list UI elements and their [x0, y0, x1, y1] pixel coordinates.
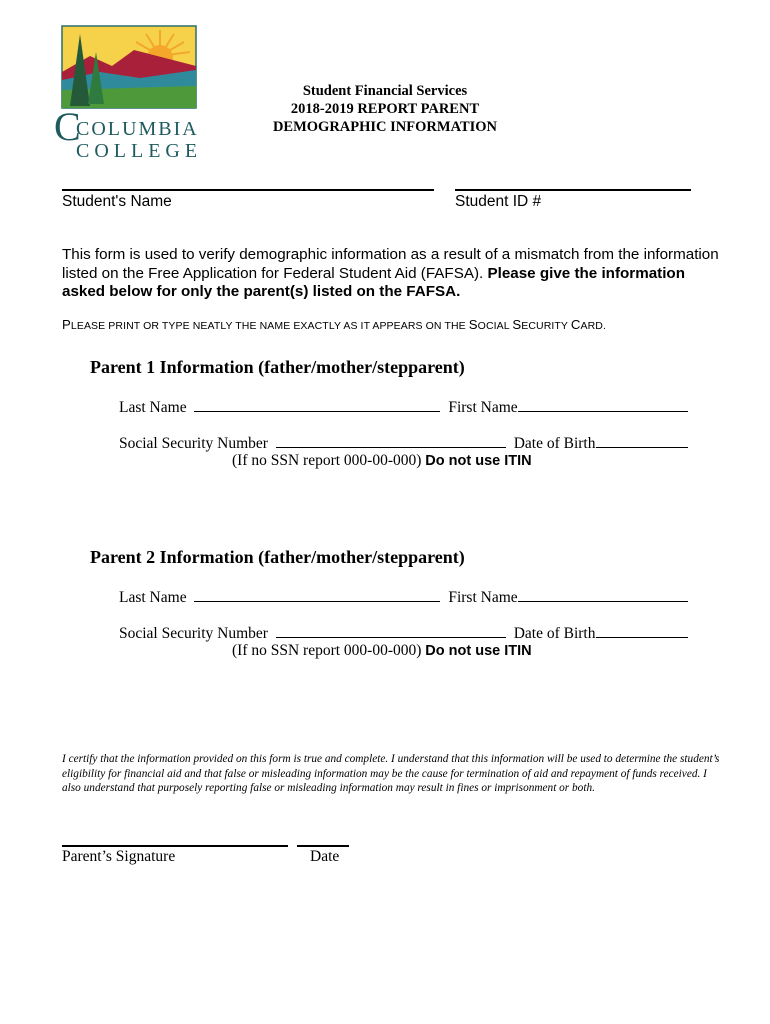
- print-note-part: OCIAL: [477, 320, 513, 332]
- columbia-college-logo: [50, 22, 210, 162]
- header-line-3: DEMOGRAPHIC INFORMATION: [272, 119, 498, 135]
- parent2-ssn-field[interactable]: [276, 624, 506, 638]
- student-id-line[interactable]: [455, 189, 691, 191]
- parent1-last-name-field[interactable]: [194, 398, 440, 412]
- parent2-first-name-label: First Name: [448, 589, 518, 606]
- print-note-part: LEASE PRINT OR TYPE NEATLY THE NAME EXACTLY AS IT APPEARS ON THE: [70, 320, 469, 332]
- parent1-dob-label: Date of Birth: [513, 435, 596, 452]
- student-id-label: Student ID #: [455, 193, 542, 210]
- parent2-last-name-label: Last Name: [119, 589, 187, 606]
- form-header: [250, 82, 520, 136]
- certification-statement: I certify that the information provided on this form is true and complete. I understand that this information will be used to determine the student’s eligibility for financial aid and that false or misleading information may be the cause for termination of aid and repayment of funds received. I also understand that purposely reporting false or misleading information may result in fines or imprisonment or both.: [62, 753, 720, 795]
- parent2-first-name-field[interactable]: [518, 588, 688, 602]
- parent1-first-name-label: First Name: [448, 399, 518, 416]
- intro-paragraph: [62, 246, 732, 302]
- parent1-section-title: Parent 1 Information (father/mother/stepparent): [90, 357, 465, 377]
- parent1-last-name-label: Last Name: [119, 399, 187, 416]
- parent1-itin-warning: Do not use ITIN: [425, 453, 532, 469]
- parent2-ssn-note-text: (If no SSN report 000-00-000): [232, 642, 426, 659]
- parent1-ssn-note-text: (If no SSN report 000-00-000): [232, 452, 426, 469]
- parent2-name-row: [119, 588, 688, 607]
- parent2-ssn-label: Social Security Number: [119, 625, 268, 642]
- intro-text: This form is used to verify demographic information as a result of a mismatch from the information listed on the Free Application for Federal Student Aid (FAFSA).: [62, 246, 719, 282]
- print-note-part: ARD.: [580, 320, 606, 332]
- print-note-part: ECURITY: [521, 320, 571, 332]
- logo-graphic: [50, 22, 210, 162]
- parent2-last-name-field[interactable]: [194, 588, 440, 602]
- parent1-ssn-field[interactable]: [276, 434, 506, 448]
- student-name-label: Student's Name: [62, 193, 172, 210]
- signature-date-label: Date: [310, 848, 340, 865]
- parent-signature-label: Parent’s Signature: [62, 848, 176, 865]
- logo-text-columbia: COLUMBIA: [76, 118, 199, 140]
- print-note-part: S: [468, 317, 478, 332]
- logo-text-college: COLLEGE: [76, 140, 203, 162]
- parent1-first-name-field[interactable]: [518, 398, 688, 412]
- header-line-2: 2018-2019 REPORT PARENT: [290, 101, 480, 117]
- parent1-ssn-note: [232, 452, 532, 470]
- signature-date-line[interactable]: [297, 845, 349, 847]
- print-note-part: P: [62, 317, 71, 332]
- print-note-part: S: [512, 317, 522, 332]
- header-line-1: Student Financial Services: [302, 83, 468, 99]
- parent-signature-line[interactable]: [62, 845, 288, 847]
- parent2-dob-field[interactable]: [596, 624, 688, 638]
- svg-text:C: C: [54, 104, 81, 149]
- student-name-line[interactable]: [62, 189, 434, 191]
- print-instruction: [62, 317, 606, 332]
- parent1-ssn-row: [119, 434, 688, 453]
- parent2-ssn-note: [232, 642, 532, 660]
- parent2-section-title: Parent 2 Information (father/mother/stepparent): [90, 547, 465, 567]
- parent2-dob-label: Date of Birth: [513, 625, 596, 642]
- parent1-dob-field[interactable]: [596, 434, 688, 448]
- parent2-itin-warning: Do not use ITIN: [425, 643, 532, 659]
- print-note-part: C: [570, 317, 581, 332]
- parent1-ssn-label: Social Security Number: [119, 435, 268, 452]
- parent2-ssn-row: [119, 624, 688, 643]
- intro-bold-text: Please give the information asked below for only the parent(s) listed on the FAFSA.: [62, 264, 685, 300]
- parent1-name-row: [119, 398, 688, 417]
